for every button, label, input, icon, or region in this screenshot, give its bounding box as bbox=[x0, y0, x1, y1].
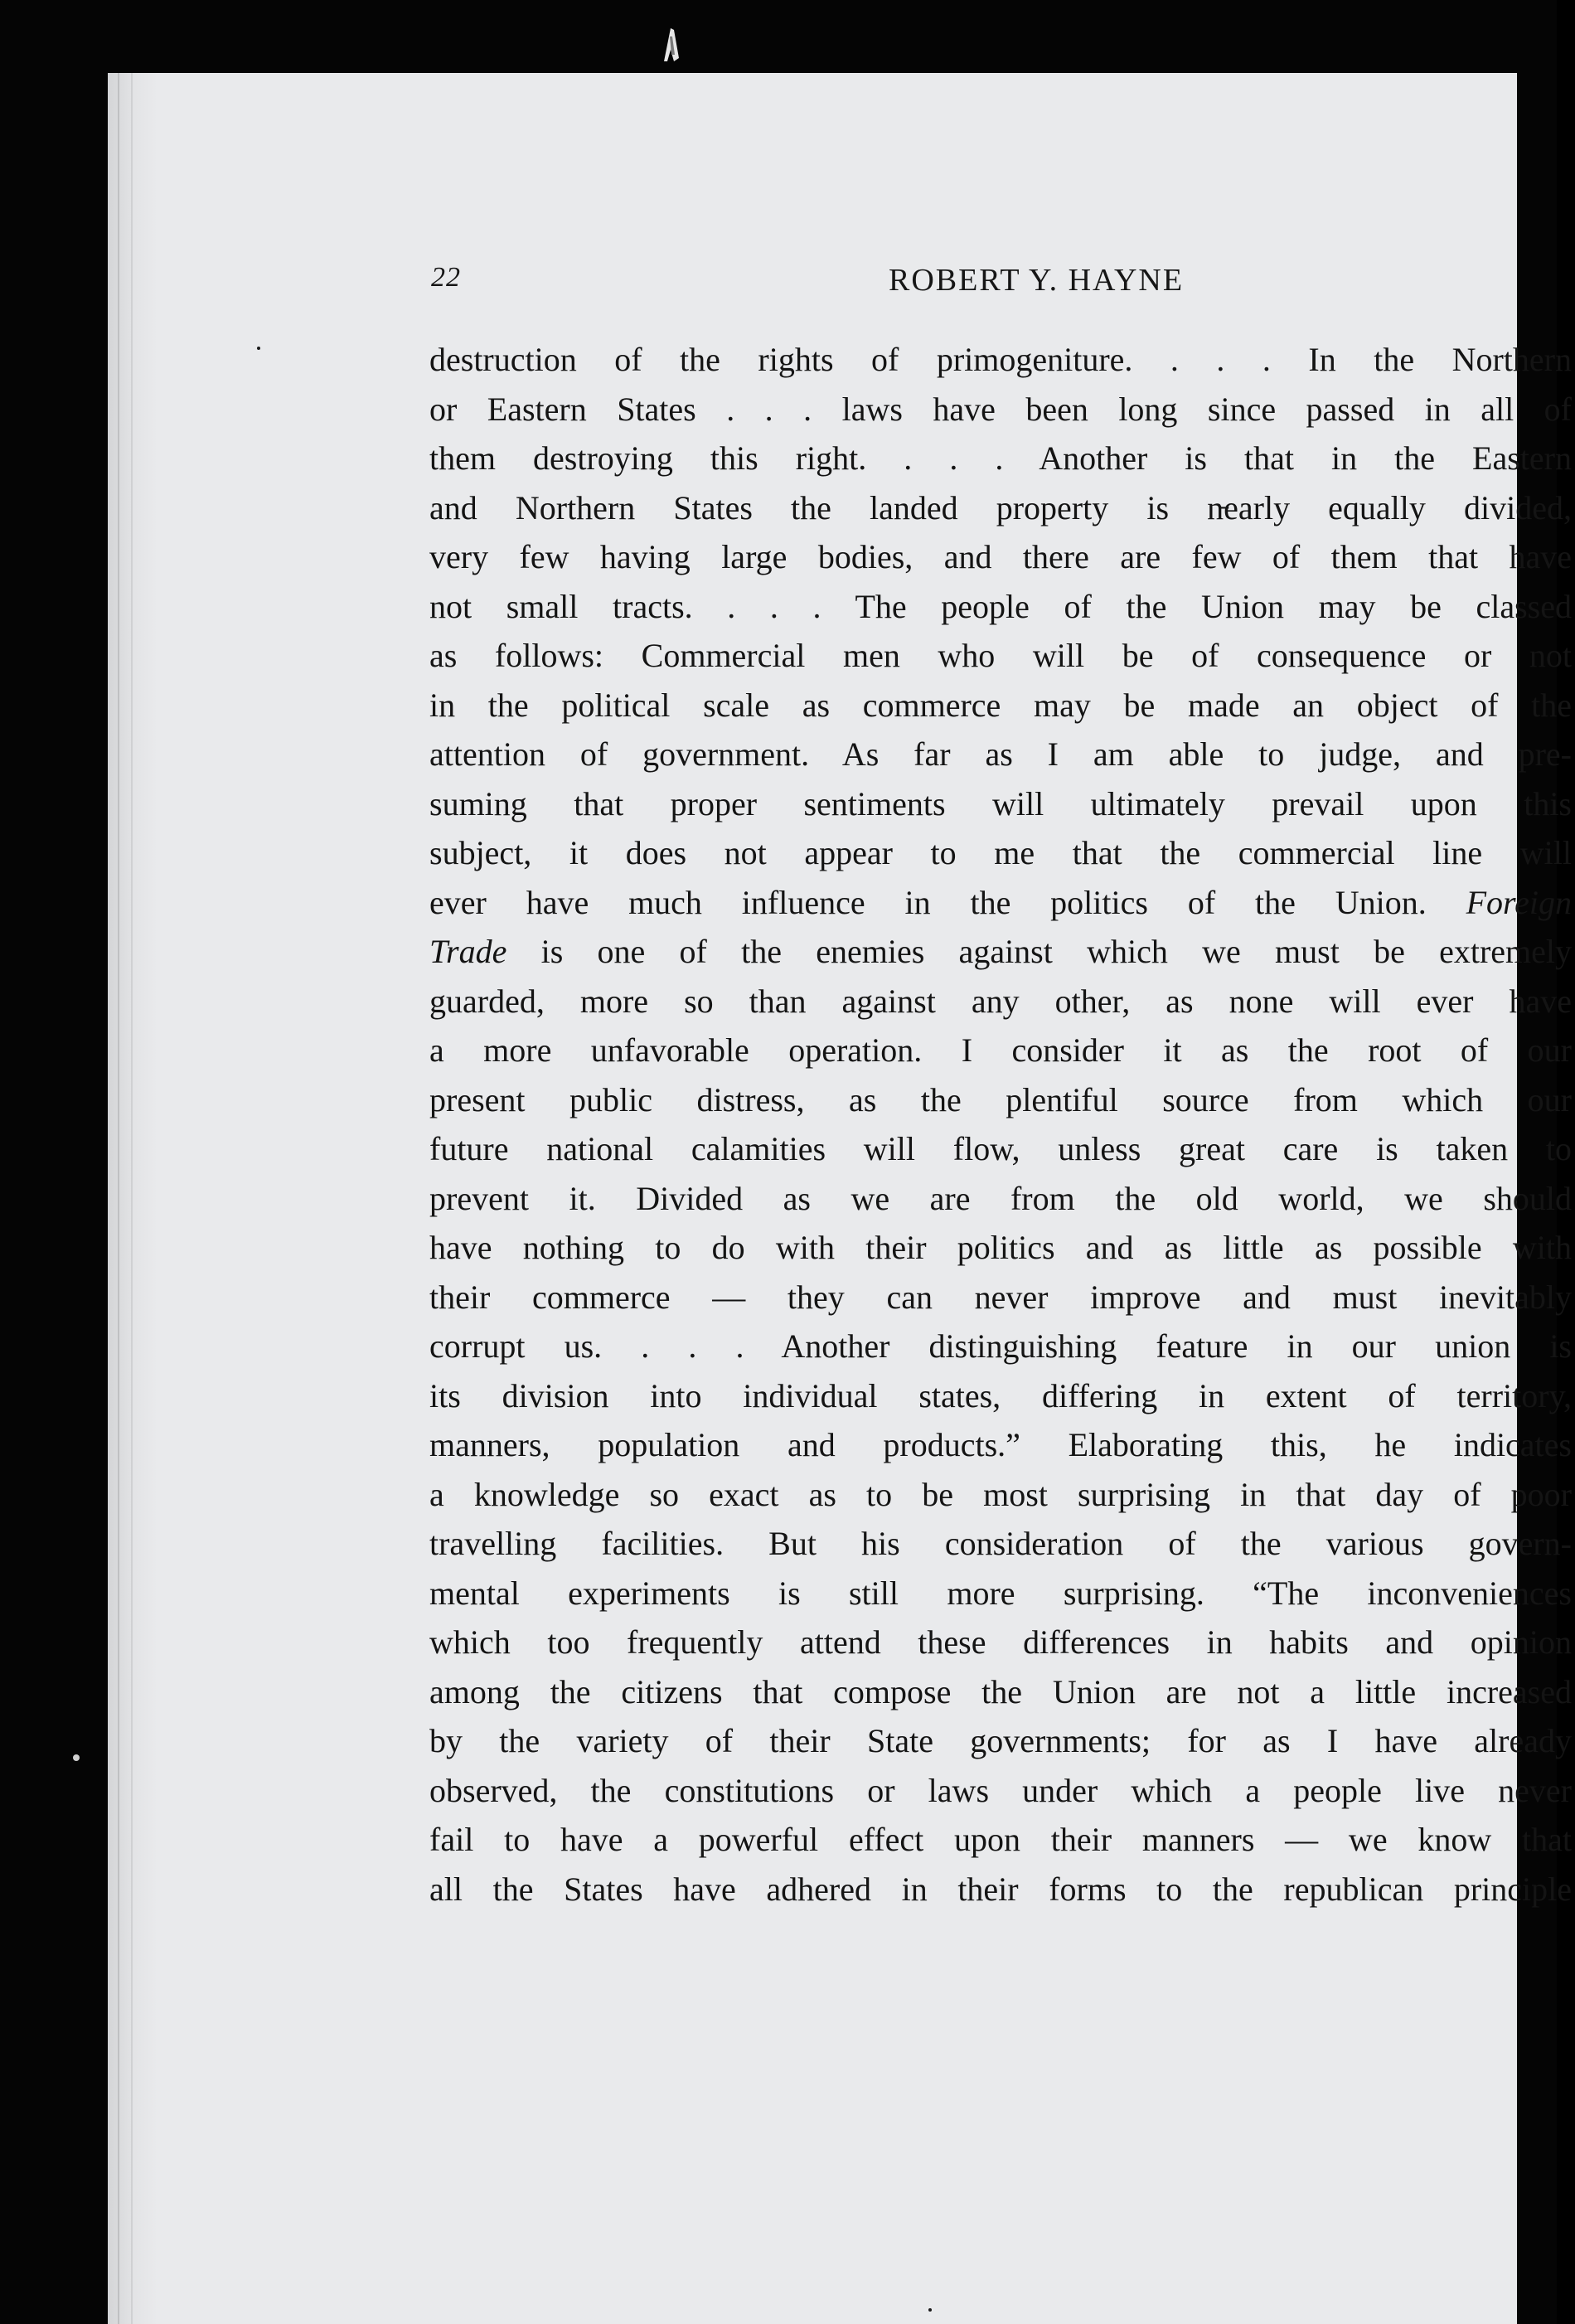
text-line: as follows: Commercial men who will be of consequence or not bbox=[429, 637, 1572, 674]
text-line: a knowledge so exact as to be most surprising in that day of poor bbox=[429, 1475, 1572, 1513]
text-line: very few having large bodies, and there are few of them that have bbox=[429, 538, 1572, 575]
body-text bbox=[429, 335, 1572, 1914]
text-line: present public distress, as the plentiful source from which our bbox=[429, 1080, 1572, 1118]
scan-speck bbox=[73, 1754, 80, 1761]
text-line: in the political scale as commerce may be made an object of the bbox=[429, 686, 1572, 724]
text-line bbox=[429, 927, 1572, 977]
page-number: 22 bbox=[431, 262, 461, 293]
text-span: is one of the enemies against which we must be extremely bbox=[506, 933, 1572, 970]
italic-term: Trade bbox=[429, 933, 507, 970]
text-line: travelling facilities. But his consideration of the various govern- bbox=[429, 1525, 1572, 1562]
text-line: have nothing to do with their politics and as little as possible with bbox=[429, 1229, 1572, 1266]
scan-speck bbox=[928, 2308, 932, 2312]
text-line: suming that proper sentiments will ultimately prevail upon this bbox=[429, 784, 1572, 822]
page-header bbox=[431, 262, 1575, 312]
text-line: their commerce — they can never improve and must inevitably bbox=[429, 1278, 1572, 1316]
text-line: them destroying this right. . . . Another is that in the Eastern bbox=[429, 439, 1572, 477]
text-line: prevent it. Divided as we are from the old world, we should bbox=[429, 1179, 1572, 1217]
binding-mark-icon bbox=[659, 25, 682, 63]
text-line: guarded, more so than against any other, as none will ever have bbox=[429, 982, 1572, 1020]
text-line: among the citizens that compose the Union are not a little increased bbox=[429, 1672, 1572, 1710]
text-line: corrupt us. . . . Another distinguishing feature in our union is bbox=[429, 1327, 1572, 1365]
text-line: future national calamities will flow, unless great care is taken to bbox=[429, 1130, 1572, 1167]
text-line: manners, population and products.” Elaborating this, he indicates bbox=[429, 1426, 1572, 1463]
text-line: subject, it does not appear to me that the commercial line will bbox=[429, 834, 1572, 871]
gutter-line bbox=[118, 73, 119, 2324]
text-line: which too frequently attend these differences in habits and opinion bbox=[429, 1623, 1572, 1661]
page-gutter bbox=[108, 73, 158, 2324]
text-line: or Eastern States . . . laws have been long since passed in all of bbox=[429, 390, 1572, 428]
italic-term: Foreign bbox=[1466, 883, 1573, 921]
text-line: mental experiments is still more surprising. “The inconveniences bbox=[429, 1574, 1572, 1612]
text-span: ever have much influence in the politics of the Union. bbox=[429, 883, 1427, 921]
gutter-line bbox=[131, 73, 133, 2324]
book-page bbox=[108, 73, 1573, 2324]
text-line: attention of government. As far as I am able to judge, and pre- bbox=[429, 735, 1572, 773]
scan-speck bbox=[257, 347, 260, 350]
text-line: its division into individual states, differing in extent of territory, bbox=[429, 1376, 1572, 1414]
text-line bbox=[429, 878, 1572, 928]
text-line: by the variety of their State governments; for as I have already bbox=[429, 1722, 1572, 1759]
text-line: destruction of the rights of primogeniture. . . . In the Northern bbox=[429, 341, 1572, 378]
running-head: ROBERT Y. HAYNE bbox=[889, 263, 1185, 298]
text-line: not small tracts. . . . The people of the Union may be classed bbox=[429, 587, 1572, 625]
text-line: observed, the constitutions or laws under which a people live never bbox=[429, 1771, 1572, 1809]
text-line: fail to have a powerful effect upon their manners — we know that bbox=[429, 1821, 1572, 1858]
text-line: a more unfavorable operation. I consider it as the root of our bbox=[429, 1031, 1572, 1069]
text-line: all the States have adhered in their forms to the republican principle bbox=[429, 1870, 1572, 1908]
text-line: and Northern States the landed property is n̵early equally divided, bbox=[429, 488, 1572, 526]
